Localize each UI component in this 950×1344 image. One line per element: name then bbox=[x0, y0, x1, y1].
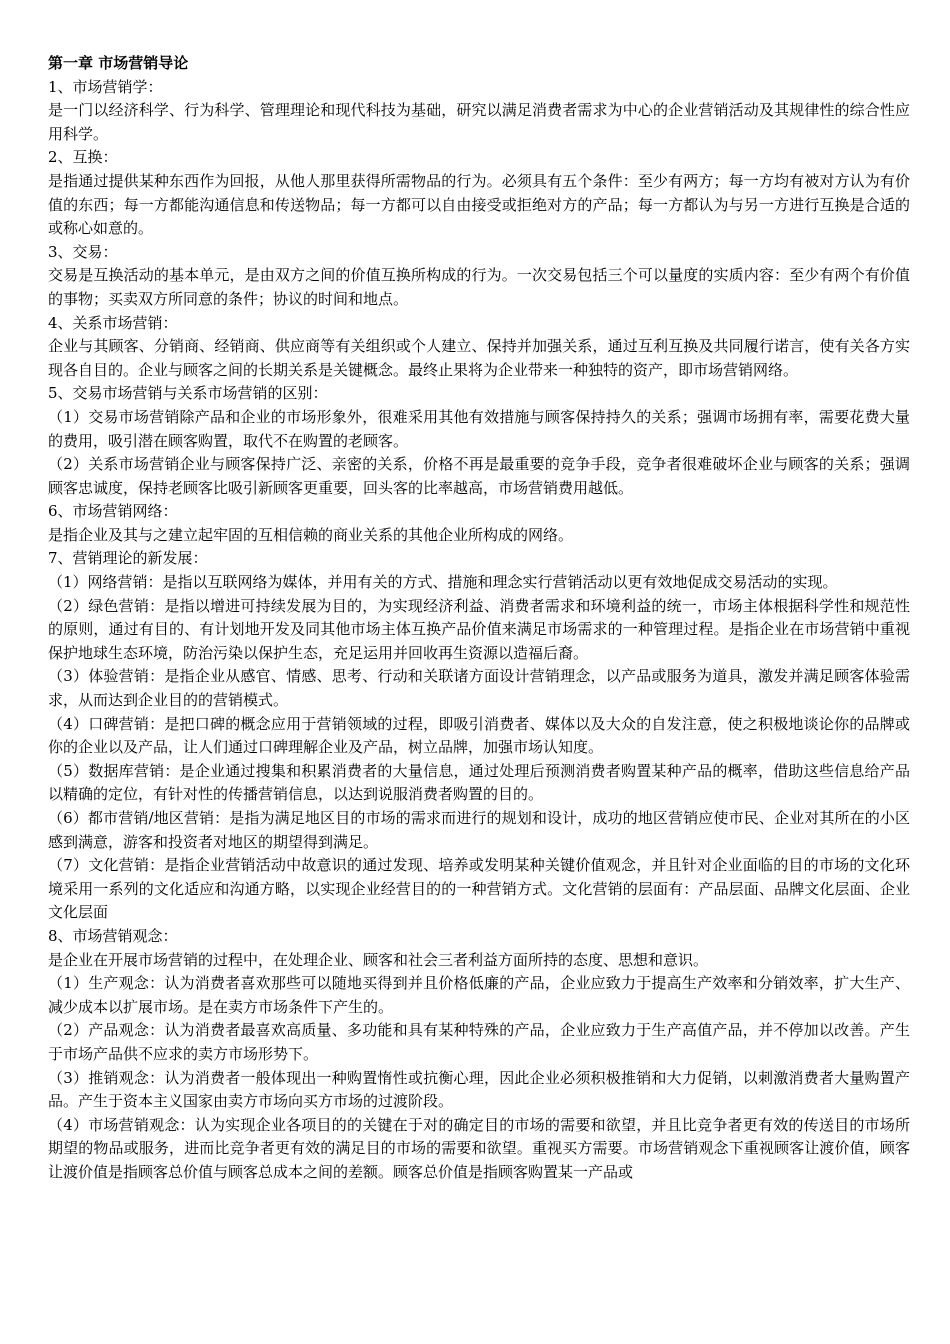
paragraph-product-concept: （2）产品观念：认为消费者最喜欢高质量、多功能和具有某种特殊的产品，企业应致力于生产高值产品，并不停加以改善。产生于市场产品供不应求的卖方市场形势下。 bbox=[48, 1021, 910, 1063]
heading-marketing: 1、市场营销学： bbox=[48, 77, 163, 96]
heading-exchange: 2、互换： bbox=[48, 148, 118, 167]
heading-new-developments: 7、营销理论的新发展： bbox=[48, 549, 208, 568]
paragraph-network-marketing: （1）网络营销：是指以互联网络为媒体，并用有关的方式、措施和理念实行营销活动以更有效地促成交易活动的实现。 bbox=[48, 573, 838, 592]
chapter-title: 第一章 市场营销导论 bbox=[48, 54, 189, 72]
heading-relationship-marketing: 4、关系市场营销： bbox=[48, 313, 178, 332]
paragraph-marketing-network: 是指企业及其与之建立起牢固的互相信赖的商业关系的其他企业所构成的网络。 bbox=[48, 525, 574, 544]
paragraph-word-of-mouth-marketing: （4）口碑营销：是把口碑的概念应用于营销领域的过程，即吸引消费者、媒体以及大众的自发注意，使之积极地谈论你的品牌或你的企业以及产品，让人们通过口碑理解企业及产品，树立品牌，加强市场认知度。 bbox=[48, 714, 910, 757]
paragraph-marketing-definition: 是一门以经济科学、行为科学、管理理论和现代科技为基础，研究以满足消费者需求为中心的企业营销活动及其规律性的综合性应用科学。 bbox=[48, 101, 910, 143]
paragraph-exchange-definition: 是指通过提供某种东西作为回报，从他人那里获得所需物品的行为。必须具有五个条件：至少有两方；每一方均有被对方认为有价值的东西；每一方都能沟通信息和传送物品；每一方都可以自由接受或拒绝对方的产品；每一方都认为与另一方进行互换是合适的或称心如意的。 bbox=[48, 171, 910, 238]
paragraph-cultural-marketing: （7）文化营销：是指企业营销活动中故意识的通过发现、培养或发明某种关键价值观念，并且针对企业面临的目的市场的文化环境采用一系列的文化适应和沟通方略，以实现企业经营目的的一种营销方式。文化营销的层面有：产品层面、品牌文化层面、企业文化层面 bbox=[48, 856, 910, 922]
heading-difference: 5、交易市场营销与关系市场营销的区别： bbox=[48, 384, 328, 403]
paragraph-difference-2: （2）关系市场营销企业与顾客保持广泛、亲密的关系，价格不再是最重要的竞争手段，竞争者很难破坏企业与顾客的关系；强调顾客忠诚度，保持老顾客比吸引新顾客更重要，回头客的比率越高，市场营销费用越低。 bbox=[48, 455, 910, 497]
heading-marketing-network: 6、市场营销网络： bbox=[48, 502, 178, 521]
paragraph-marketing-concepts: 是企业在开展市场营销的过程中，在处理企业、顾客和社会三者利益方面所持的态度、思想和意识。 bbox=[48, 950, 709, 969]
paragraph-selling-concept: （3）推销观念：认为消费者一般体现出一种购置惰性或抗衡心理，因此企业必须积极推销和大力促销，以刺激消费者大量购置产品。产生于资本主义国家由卖方市场向买方市场的过渡阶段。 bbox=[48, 1068, 910, 1111]
paragraph-experience-marketing: （3）体验营销：是指企业从感官、情感、思考、行动和关联诸方面设计营销理念，以产品或服务为道具，激发并满足顾客体验需求，从而达到企业目的的营销模式。 bbox=[48, 667, 910, 710]
heading-marketing-concepts: 8、市场营销观念： bbox=[48, 926, 178, 945]
paragraph-database-marketing: （5）数据库营销：是企业通过搜集和积累消费者的大量信息，通过处理后预测消费者购置某种产品的概率，借助这些信息给产品以精确的定位，有针对性的传播营销信息，以达到说服消费者购置的目的。 bbox=[48, 761, 910, 804]
heading-transaction: 3、交易： bbox=[48, 242, 118, 261]
paragraph-difference-1: （1）交易市场营销除产品和企业的市场形象外，很难采用其他有效措施与顾客保持持久的关系；强调市场拥有率，需要花费大量的费用，吸引潜在顾客购置，取代不在购置的老顾客。 bbox=[48, 407, 910, 450]
paragraph-city-marketing: （6）都市营销/地区营销：是指为满足地区目的市场的需求而进行的规划和设计，成功的地区营销应使市民、企业对其所在的小区感到满意，游客和投资者对地区的期望得到满足。 bbox=[48, 809, 910, 851]
document-page bbox=[48, 52, 910, 1185]
paragraph-green-marketing: （2）绿色营销：是指以增进可持续发展为目的，为实现经济利益、消费者需求和环境利益的统一，市场主体根据科学性和规范性的原则，通过有目的、有计划地开发及同其他市场主体互换产品价值来满足市场需求的一种管理过程。是指企业在市场营销中重视保护地球生态环境，防治污染以保护生态，充足运用并回收再生资源以造福后裔。 bbox=[48, 596, 910, 662]
paragraph-transaction-definition: 交易是互换活动的基本单元，是由双方之间的价值互换所构成的行为。一次交易包括三个可以量度的实质内容：至少有两个有价值的事物；买卖双方所同意的条件；协议的时间和地点。 bbox=[48, 266, 910, 308]
paragraph-production-concept: （1）生产观念：认为消费者喜欢那些可以随地买得到并且价格低廉的产品，企业应致力于提高生产效率和分销效率，扩大生产、减少成本以扩展市场。是在卖方市场条件下产生的。 bbox=[48, 974, 910, 1016]
paragraph-marketing-concept: （4）市场营销观念：认为实现企业各项目的的关键在于对的确定目的市场的需要和欲望，并且比竞争者更有效的传送目的市场所期望的物品或服务，进而比竞争者更有效的满足目的市场的需要和欲望。重视买方需要。市场营销观念下重视顾客让渡价值，顾客让渡价值是指顾客总价值与顾客总成本之间的差额。顾客总价值是指顾客购置某一产品或 bbox=[48, 1115, 910, 1181]
paragraph-relationship-marketing: 企业与其顾客、分销商、经销商、供应商等有关组织或个人建立、保持并加强关系，通过互利互换及共同履行诺言，使有关各方实现各自目的。企业与顾客之间的长期关系是关键概念。最终止果将为企业带来一种独特的资产，即市场营销网络。 bbox=[48, 337, 910, 379]
